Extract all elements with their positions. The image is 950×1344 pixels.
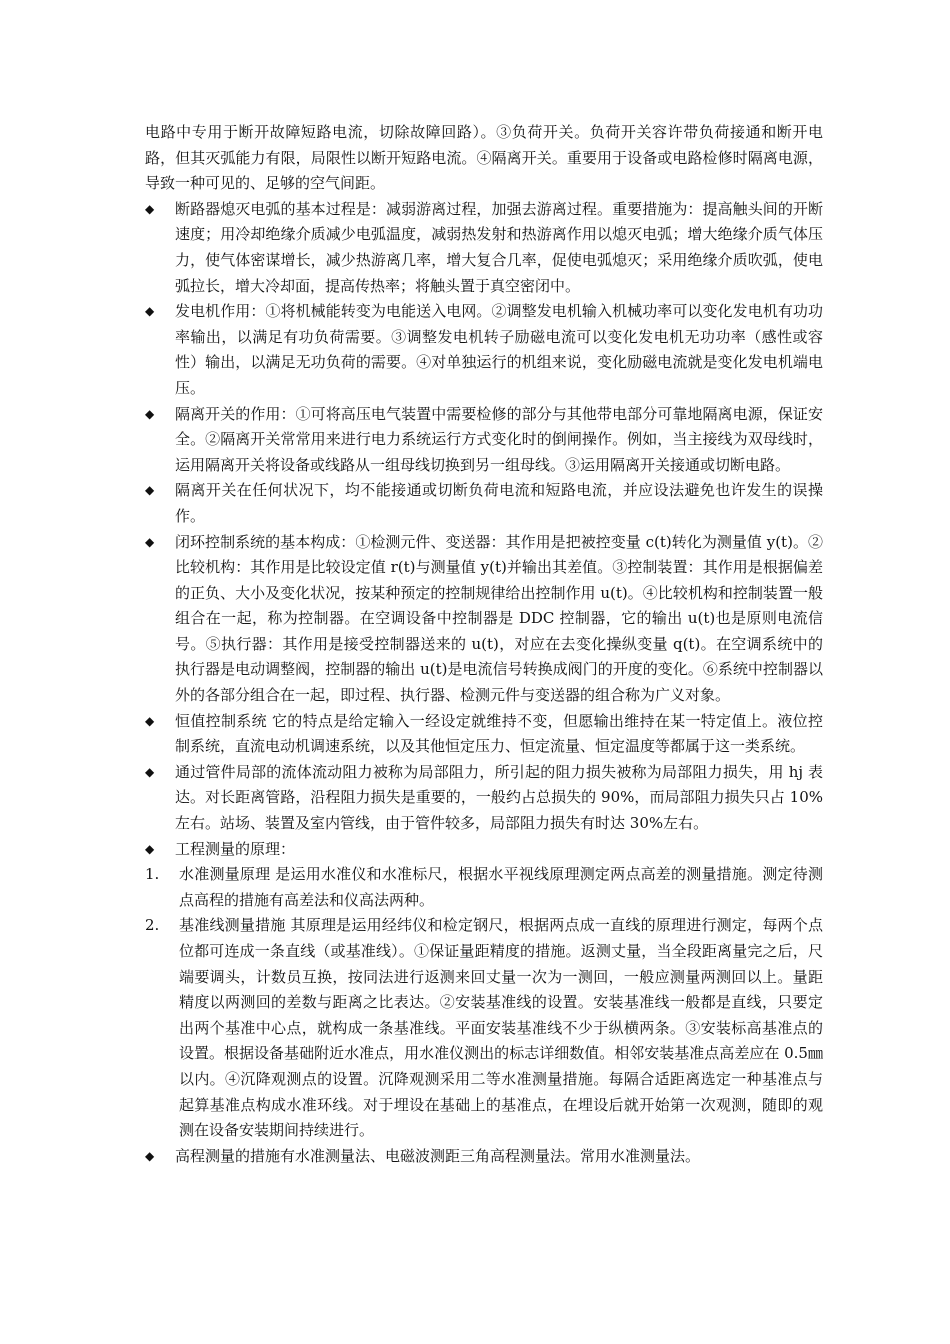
list-number: 1. <box>145 865 160 884</box>
diamond-bullet-icon: ◆ <box>145 201 155 216</box>
bullet-item-closed-loop-control <box>145 530 823 709</box>
bullet-text: 恒值控制系统 它的特点是给定输入一经设定就维持不变，但愿输出维持在某一特定值上。液位控制系统，直流电动机调速系统，以及其他恒定压力、恒定流量、恒定温度等都属于这一类系统。 <box>175 711 823 756</box>
bullet-item-elevation-methods <box>145 1144 823 1170</box>
bullet-text: 通过管件局部的流体流动阻力被称为局部阻力，所引起的阻力损失被称为局部阻力损失，用 hj 表达。对长距离管路，沿程阻力损失是重要的，一般约占总损失的 90%，而局部阻力损失只占 10%左右。站场、装置及室内管线，由于管件较多，局部阻力损失有时达 30%左右。 <box>175 762 823 833</box>
document-page <box>145 120 823 1169</box>
bullet-text: 隔离开关在任何状况下，均不能接通或切断负荷电流和短路电流，并应设法避免也许发生的误操作。 <box>175 481 823 525</box>
bullet-item-isolator-warning <box>145 478 823 529</box>
list-number: 2. <box>145 916 160 935</box>
bullet-text: 高程测量的措施有水准测量法、电磁波测距三角高程测量法。常用水准测量法。 <box>175 1146 701 1165</box>
bullet-text: 工程测量的原理： <box>175 839 296 858</box>
list-item-text: 水准测量原理 是运用水准仪和水准标尺，根据水平视线原理测定两点高差的测量措施。测定待测点高程的措施有高差法和仪高法两种。 <box>179 865 823 909</box>
diamond-bullet-icon: ◆ <box>145 406 155 421</box>
list-item-text: 基准线测量措施 其原理是运用经纬仪和检定钢尺，根据两点成一直线的原理进行测定，每两个点位都可连成一条直线（或基准线）。①保证量距精度的措施。返测丈量，当全段距离量完之后，尺端要调头，计数员互换，按同法进行返测来回丈量一次为一测回，一般应测量两测回以上。量距精度以两测回的差数与距离之比表达。②安装基准线的设置。安装基准线一般都是直线，只要定出两个基准中心点，就构成一条基准线。平面安装基准线不少于纵横两条。③安装标高基准点的设置。根据设备基础附近水准点，用水准仪测出的标志详细数值。相邻安装基准点高差应在 0.5㎜以内。④沉降观测点的设置。沉降观测采用二等水准测量措施。每隔合适距离选定一种基准点与起算基准点构成水准环线。对于埋设在基础上的基准点，在埋设后就开始第一次观测，随即的观测在设备安装期间持续进行。 <box>179 916 823 1140</box>
bullet-text: 断路器熄灭电弧的基本过程是：减弱游离过程，加强去游离过程。重要措施为：提高触头间的开断速度；用冷却绝缘介质减少电弧温度，减弱热发射和热游离作用以熄灭电弧；增大绝缘介质气体压力，使气体密谋增长，减少热游离几率，增大复合几率，促使电弧熄灭；采用绝缘介质吹弧，使电弧拉长，增大冷却面，提高传热率；将触头置于真空密闭中。 <box>175 199 823 295</box>
bullet-item-constant-value-control <box>145 709 823 760</box>
numbered-item-leveling <box>145 862 823 913</box>
diamond-bullet-icon: ◆ <box>145 483 155 498</box>
bullet-item-isolator-function <box>145 402 823 479</box>
numbered-item-baseline <box>145 913 823 1143</box>
diamond-bullet-icon: ◆ <box>145 764 155 779</box>
diamond-bullet-icon: ◆ <box>145 841 155 856</box>
bullet-item-generator-function <box>145 299 823 401</box>
bullet-text: 闭环控制系统的基本构成：①检测元件、变送器：其作用是把被控变量 c(t)转化为测量值 y(t)。②比较机构：其作用是比较设定值 r(t)与测量值 y(t)并输出其差值。③控制装置：其作用是根据偏差的正负、大小及变化状况，按某种预定的控制规律给出控制作用 u(t)。④比较机构和控制装置一般组合在一起，称为控制器。在空调设备中控制器是 DDC 控制器，它的输出 u(t)也是原则电流信号。⑤执行器：其作用是接受控制器送来的 u(t)，对应在去变化操纵变量 q(t)。在空调系统中的执行器是电动调整阀，控制器的输出 u(t)是电流信号转换成阀门的开度的变化。⑥系统中控制器以外的各部分组合在一起，即过程、执行器、检测元件与变送器的组合称为广义对象。 <box>175 532 823 705</box>
bullet-text: 隔离开关的作用：①可将高压电气装置中需要检修的部分与其他带电部分可靠地隔离电源，保证安全。②隔离开关常常用来进行电力系统运行方式变化时的倒闸操作。例如，当主接线为双母线时，运用隔离开关将设备或线路从一组母线切换到另一组母线。③运用隔离开关接通或切断电路。 <box>175 404 823 474</box>
intro-paragraph: 电路中专用于断开故障短路电流，切除故障回路）。③负荷开关。负荷开关容许带负荷接通和断开电路，但其灭弧能力有限，局限性以断开短路电流。④隔离开关。重要用于设备或电路检修时隔离电源，导致一种可见的、足够的空气间距。 <box>145 123 823 193</box>
bullet-text: 发电机作用：①将机械能转变为电能送入电网。②调整发电机输入机械功率可以变化发电机有功功率输出，以满足有功负荷需要。③调整发电机转子励磁电流可以变化发电机无功功率（感性或容性）输出，以满足无功负荷的需要。④对单独运行的机组来说，变化励磁电流就是变化发电机端电压。 <box>175 302 823 397</box>
bullet-item-survey-principle <box>145 837 823 863</box>
bullet-item-local-resistance <box>145 760 823 837</box>
diamond-bullet-icon: ◆ <box>145 534 155 549</box>
bullet-item-circuit-breaker-arc <box>145 197 823 299</box>
diamond-bullet-icon: ◆ <box>145 304 155 319</box>
diamond-bullet-icon: ◆ <box>145 1148 155 1163</box>
diamond-bullet-icon: ◆ <box>145 713 155 728</box>
